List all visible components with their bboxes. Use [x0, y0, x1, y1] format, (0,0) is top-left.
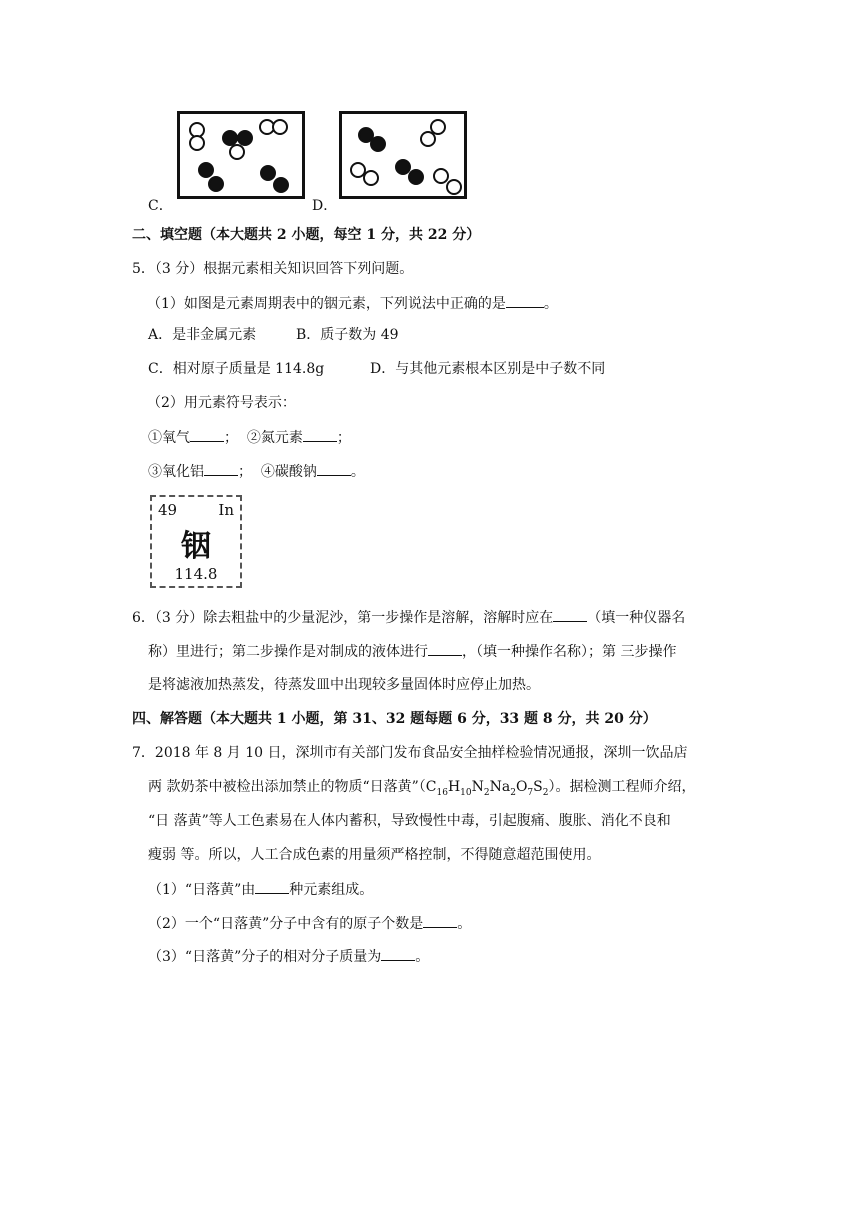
- question-7-line4: 瘦弱 等。所以，人工合成色素的用量须严格控制，不得随意超范围使用。: [148, 847, 601, 863]
- question-7-line3: “日 落黄”等人工色素易在人体内蓄积，导致慢性中毒，引起腹痛、腹胀、消化不良和: [148, 813, 671, 829]
- atom-white: [229, 144, 245, 160]
- answer-blank[interactable]: [381, 946, 415, 961]
- option-a: A．是非金属元素: [148, 327, 257, 343]
- punctuation: 。: [350, 464, 365, 480]
- atom-black: [208, 176, 224, 192]
- question-text: ，（填一种操作名称）；第 三步操作: [462, 644, 677, 660]
- question-5-row1: [148, 427, 351, 448]
- option-c-diagram: [177, 111, 305, 199]
- answer-blank[interactable]: [317, 461, 351, 476]
- answer-blank[interactable]: [428, 641, 462, 656]
- item-label: ②氮元素: [246, 430, 303, 446]
- answer-blank[interactable]: [506, 293, 544, 308]
- atom-black: [273, 177, 289, 193]
- item-label: ④碳酸钠: [260, 464, 317, 480]
- section-heading-fill-in: 二、填空题（本大题共 2 小题，每空 1 分，共 22 分）: [132, 227, 481, 243]
- atom-black: [260, 165, 276, 181]
- answer-blank[interactable]: [255, 879, 289, 894]
- question-5-stem: 5．（3 分）根据元素相关知识回答下列问题。: [132, 261, 414, 277]
- punctuation: ；: [224, 430, 238, 446]
- question-6-line2: [148, 641, 676, 662]
- option-c: C．相对原子质量是 114.8g: [148, 361, 325, 377]
- option-d-diagram: [339, 111, 467, 199]
- question-text: （2）一个“日落黄”分子中含有的原子个数是: [148, 916, 424, 932]
- question-text: （1）如图是元素周期表中的铟元素，下列说法中正确的是: [147, 296, 506, 312]
- question-5-part1: [147, 293, 558, 314]
- question-text: 称）里进行；第二步操作是对制成的液体进行: [148, 644, 428, 660]
- atom-black: [370, 136, 386, 152]
- answer-blank[interactable]: [190, 427, 224, 442]
- question-text: 两 款奶茶中被检出添加禁止的物质“日落黄”（: [148, 779, 426, 795]
- question-6-line1: [132, 607, 685, 628]
- item-label: ①氧气: [148, 430, 190, 446]
- element-symbol: In: [218, 501, 234, 519]
- punctuation: ；: [238, 464, 252, 480]
- item-label: ③氧化铝: [148, 464, 204, 480]
- question-text: （填一种仪器名: [587, 610, 686, 626]
- atom-black: [198, 162, 214, 178]
- question-text: ）。据检测工程师介绍，: [548, 779, 696, 795]
- element-name: 铟: [181, 529, 211, 564]
- question-text: （1）“日落黄”由: [148, 882, 256, 898]
- atomic-mass: 114.8: [174, 565, 218, 583]
- option-d-label: D．: [312, 198, 338, 214]
- answer-blank[interactable]: [303, 427, 337, 442]
- atomic-number: 49: [158, 501, 178, 519]
- punctuation: 。: [415, 949, 430, 965]
- option-c-label: C．: [148, 198, 173, 214]
- answer-blank[interactable]: [204, 461, 238, 476]
- question-7-part2: [148, 913, 471, 934]
- section-heading-answer: 四、解答题（本大题共 1 小题，第 31、32 题每题 6 分，33 题 8 分，共 20 分）: [132, 711, 657, 727]
- question-text: 种元素组成。: [289, 882, 374, 898]
- question-text: 6．（3 分）除去粗盐中的少量泥沙，第一步操作是溶解，溶解时应在: [132, 610, 554, 626]
- atom-white: [420, 131, 436, 147]
- punctuation: ；: [336, 430, 351, 446]
- question-text: （3）“日落黄”分子的相对分子质量为: [148, 949, 382, 965]
- answer-blank[interactable]: [553, 607, 587, 622]
- question-7-line1: 7．2018 年 8 月 10 日，深圳市有关部门发布食品安全抽样检验情况通报，深圳一饮品店: [132, 745, 688, 761]
- question-5-row2: [148, 461, 365, 482]
- option-d: D．与其他元素根本区别是中子数不同: [370, 361, 606, 377]
- option-b: B．质子数为 49: [296, 327, 399, 343]
- atom-white: [446, 179, 462, 195]
- answer-blank[interactable]: [423, 913, 457, 928]
- question-7-line2: [148, 777, 695, 803]
- atom-white: [272, 119, 288, 135]
- atom-black: [408, 169, 424, 185]
- punctuation: 。: [457, 916, 472, 932]
- question-5-part2: （2）用元素符号表示：: [147, 395, 296, 411]
- question-7-part1: [148, 879, 373, 900]
- question-6-line3: 是将滤液加热蒸发，待蒸发皿中出现较多量固体时应停止加热。: [148, 677, 540, 693]
- atom-white: [189, 135, 205, 151]
- question-7-part3: [148, 946, 429, 967]
- chemical-formula: $C_{16}H_{10}N_2Na_2O_7S_2$: [425, 779, 549, 798]
- atom-white: [363, 170, 379, 186]
- punctuation: 。: [543, 296, 558, 312]
- element-tile-indium: [150, 495, 242, 588]
